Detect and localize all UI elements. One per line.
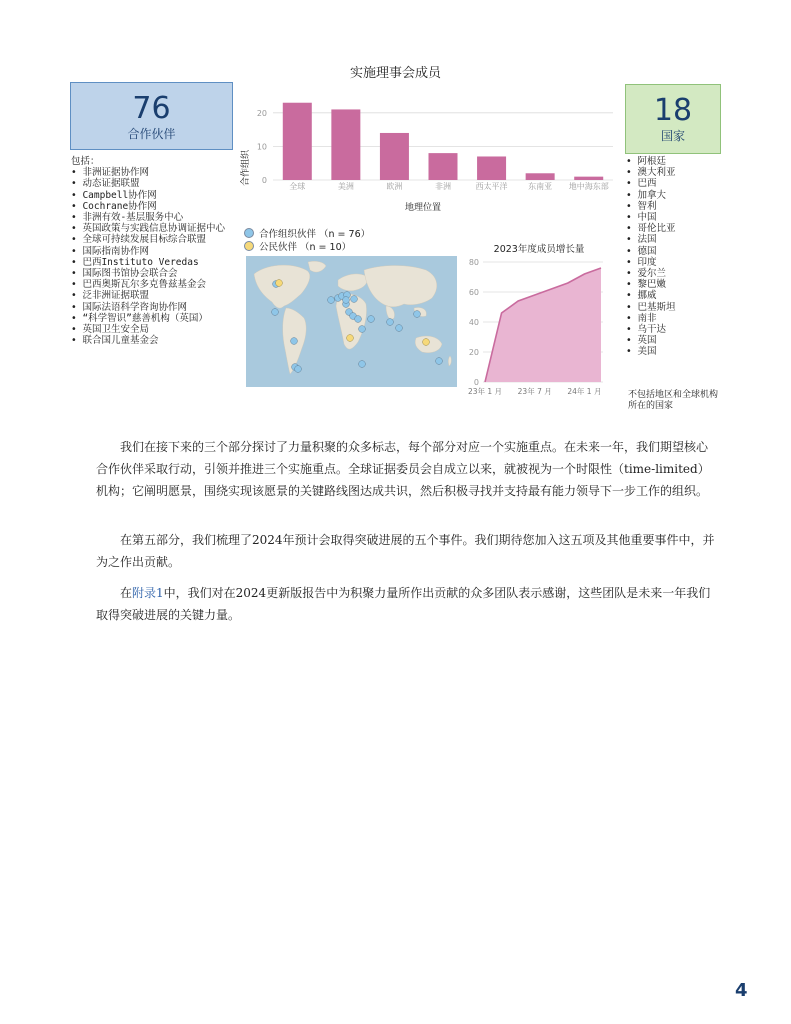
bar (526, 173, 555, 180)
org-partner-marker (436, 358, 443, 365)
body-paragraph-3 (96, 582, 716, 626)
org-partner-marker (359, 361, 366, 368)
partner-list-item: • 泛非洲证据联盟 (71, 290, 149, 302)
country-list-item: • 德国 (626, 245, 657, 257)
partner-list-item: • 英国政策与实践信息协调证据中心 (71, 223, 225, 235)
org-partner-marker (414, 311, 421, 318)
partner-list-item: • 国际图书馆协会联合会 (71, 268, 178, 280)
bar (283, 103, 312, 180)
country-list (626, 156, 675, 358)
bar-chart-category-label: 地中海东部 (568, 182, 609, 191)
org-partner-marker (368, 316, 375, 323)
partner-list-item: • 非洲证据协作网 (71, 167, 149, 179)
growth-area (485, 268, 601, 382)
paragraph-3-prefix: 在 (120, 586, 133, 600)
partner-list-item: • 全球可持续发展目标综合联盟 (71, 234, 206, 246)
bar (331, 109, 360, 180)
country-list-item: • 法国 (626, 234, 657, 246)
country-list-item: • 巴西 (626, 178, 657, 190)
countries-label: 国家 (660, 129, 685, 143)
bar-chart-category-label: 欧洲 (386, 182, 403, 191)
partners-count-box (70, 82, 233, 150)
growth-chart-y-tick: 80 (468, 258, 479, 267)
bar (429, 153, 458, 180)
partners-label: 合作伙伴 (127, 127, 176, 141)
partner-list-item: • Cochrane协作网 (71, 200, 157, 212)
body-paragraph-2: 在第五部分，我们梳理了2024年预计会取得突破进展的五个事件。我们期待您加入这五项及其他重要事件中，并为之作出贡献。 (96, 533, 715, 569)
country-list-item: • 中国 (626, 212, 657, 224)
growth-chart-y-tick: 60 (468, 288, 479, 297)
org-partner-marker (343, 297, 350, 304)
bar-chart-y-axis-label: 合作组织 (241, 149, 251, 187)
partner-list-item: • 国际指南协作网 (71, 245, 149, 257)
bar-chart-category-label: 西太平洋 (475, 182, 508, 191)
growth-chart-x-tick: 23年 1 月 (467, 387, 503, 396)
partner-list-item: • 国际法语科学咨询协作网 (71, 301, 187, 313)
growth-chart-title: 2023年度成员增长量 (493, 244, 585, 255)
org-partner-marker (396, 325, 403, 332)
figure-title: 实施理事会成员 (349, 66, 441, 81)
org-partner-marker (291, 338, 298, 345)
paragraph-3-text: 中，我们对在2024更新版报告中为积聚力量所作出贡献的众多团队表示感谢，这些团队是未来一年我们取得突破进展的关键力量。 (96, 586, 711, 622)
partner-list-item: • 英国卫生安全局 (71, 324, 149, 336)
growth-chart-x-tick: 23年 7 月 (517, 387, 552, 396)
countries-count: 18 (653, 93, 693, 128)
country-list-item: • 爱尔兰 (626, 268, 666, 280)
country-list-item: • 智利 (626, 200, 657, 212)
partner-list-item: • 联合国儿童基金会 (71, 335, 159, 347)
bar-chart-y-tick: 20 (256, 108, 267, 118)
bar-chart (237, 90, 615, 220)
partner-list-item: • 非洲有效-基层服务中心 (71, 212, 184, 224)
growth-chart (463, 240, 613, 402)
org-partner-marker (387, 319, 394, 326)
country-list-item: • 阿根廷 (626, 156, 666, 167)
country-list-item: • 挪威 (626, 290, 657, 302)
country-list-item: • 英国 (626, 335, 657, 347)
growth-chart-y-tick: 20 (468, 348, 479, 357)
country-list-item: • 印度 (626, 256, 657, 268)
bar-chart-category-label: 美洲 (337, 182, 354, 191)
partner-items (71, 167, 225, 346)
org-partner-marker (272, 309, 279, 316)
partner-list-item: • 巴西奥斯瓦尔多克鲁兹基金会 (71, 279, 206, 291)
growth-chart-x-tick: 24年 1 月 (567, 387, 602, 396)
partner-list-intro: 包括： (71, 156, 100, 167)
country-list-item: • 南非 (626, 312, 657, 324)
growth-chart-y-tick: 0 (473, 378, 479, 387)
partner-list-item: • “科学智识”慈善机构（英国） (71, 312, 208, 324)
growth-chart-y-tick: 40 (468, 318, 479, 327)
country-list-item: • 黎巴嫩 (626, 279, 666, 291)
org-partner-marker (355, 316, 362, 323)
partners-count: 76 (132, 91, 171, 126)
bar (574, 177, 603, 180)
bar-chart-category-label: 东南亚 (528, 182, 553, 191)
map-legend (244, 226, 370, 252)
civil-partner-marker (347, 335, 354, 342)
country-list-item: • 美国 (626, 346, 657, 358)
body-paragraph-1: 我们在接下来的三个部分探讨了力量积聚的众多标志，每个部分对应一个实施重点。在未来一年，我们期望核心合作伙伴采取行动，引领并推进三个实施重点。全球证据委员会自成立以来，就被视为一个时限性（time-limited）机构；它阐明愿景，围绕实现该愿景的关键路线图达成共识，然后积极寻找并支持最有能力领导下一步工作的组织。 (96, 440, 710, 498)
country-list-item: • 加拿大 (626, 189, 666, 201)
civil-partner-legend-marker (244, 241, 254, 251)
civil-partner-legend-label: 公民伙伴 （n = 10） (259, 241, 352, 253)
bar-chart-y-tick: 10 (256, 142, 267, 152)
civil-partner-marker (423, 339, 430, 346)
appendix-1-link[interactable]: 附录1 (132, 586, 164, 600)
org-partner-legend-marker (244, 228, 254, 238)
bar-chart-y-tick: 0 (261, 176, 267, 185)
bar-chart-category-label: 全球 (289, 182, 306, 191)
country-list-item: • 巴基斯坦 (626, 301, 676, 313)
country-note: 不包括地区和全球机构所在的国家 (628, 390, 719, 411)
partner-list-item: • 巴西Instituto Veredas (71, 256, 199, 268)
bar-chart-category-label: 非洲 (435, 182, 451, 191)
world-map (246, 256, 457, 387)
page-number: 4 (735, 980, 748, 1001)
org-partner-legend-label: 合作组织伙伴 （n = 76） (259, 228, 371, 240)
bar (477, 156, 506, 180)
org-partner-marker (359, 326, 366, 333)
country-list-item: • 澳大利亚 (626, 167, 676, 179)
country-list-item: • 乌干达 (626, 324, 666, 336)
org-partner-marker (295, 366, 302, 373)
countries-count-box (625, 84, 721, 154)
civil-partner-marker (276, 280, 283, 287)
org-partner-marker (351, 296, 358, 303)
bar (380, 133, 409, 180)
org-partner-marker (328, 297, 335, 304)
partner-list (71, 156, 225, 346)
partner-list-item: • Campbell协作网 (71, 189, 157, 201)
bar-chart-x-axis-label: 地理位置 (404, 203, 442, 213)
partner-list-item: • 动态证据联盟 (71, 178, 140, 190)
country-list-item: • 哥伦比亚 (626, 223, 676, 235)
